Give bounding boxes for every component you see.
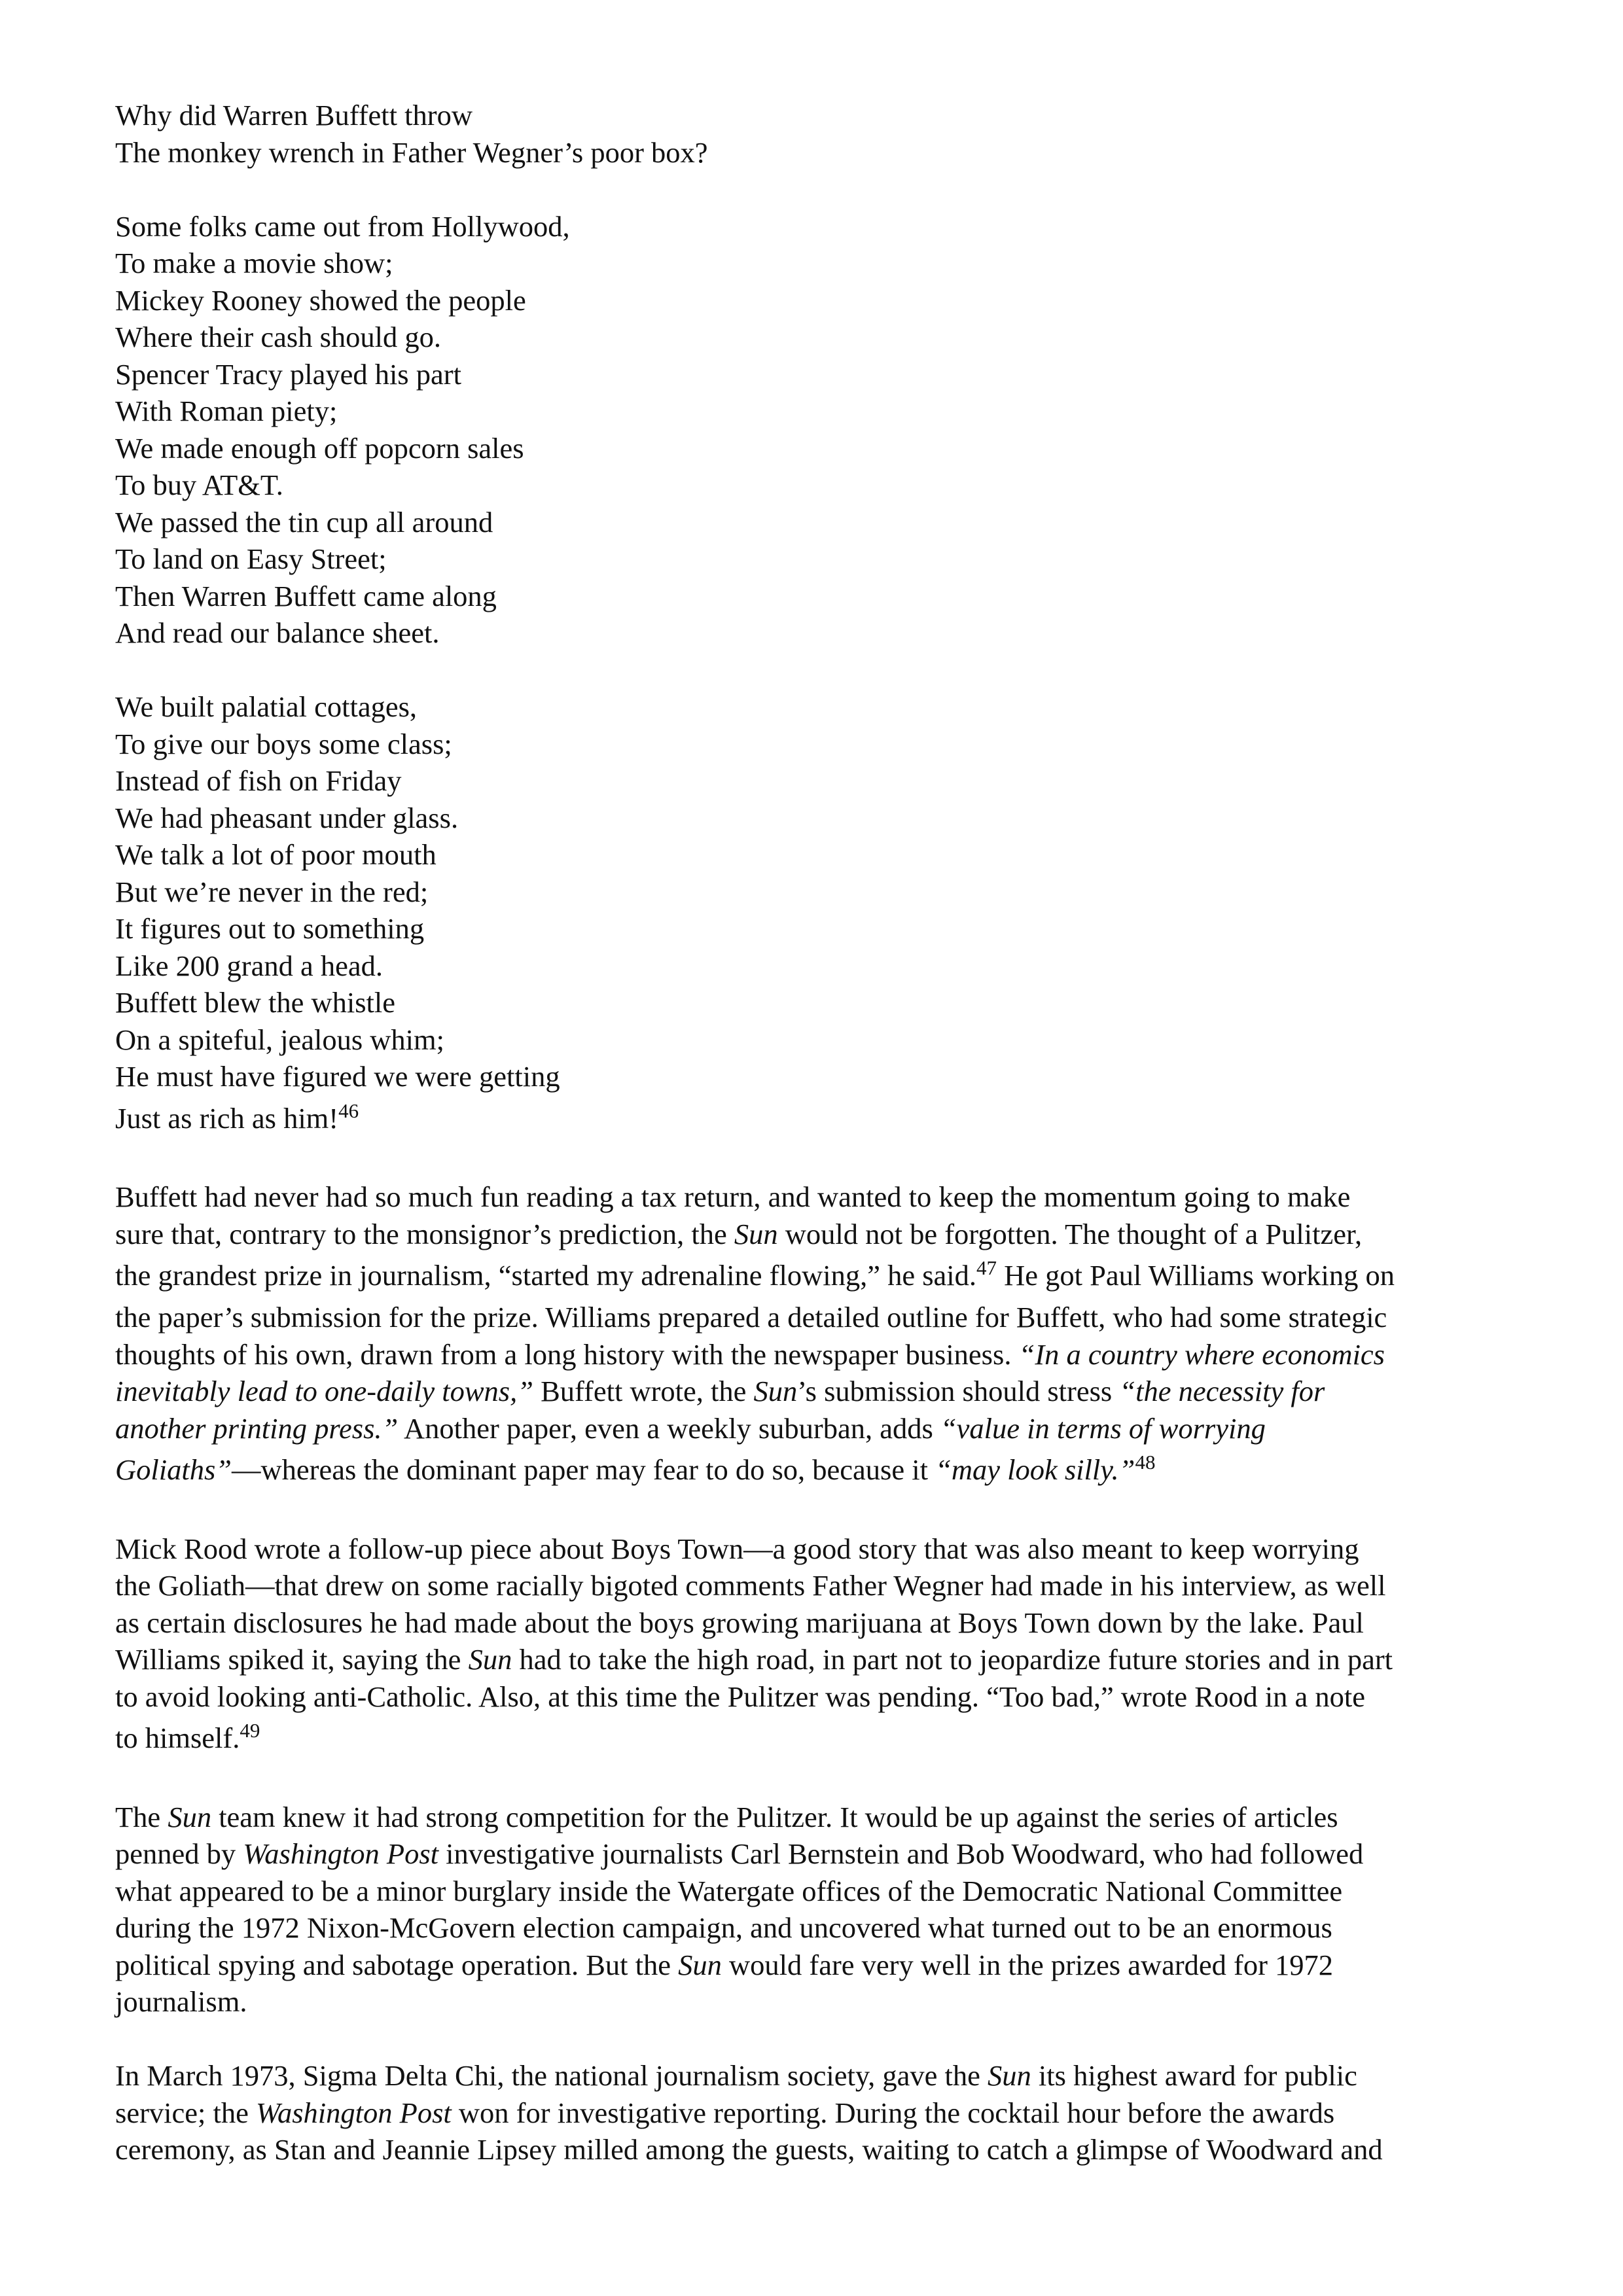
text-run: He got Paul Williams working on <box>997 1259 1395 1292</box>
poem-stanza-2 <box>115 208 1522 652</box>
italic-title: Sun <box>988 2059 1031 2092</box>
text-run: the grandest prize in journalism, “started my adrenaline flowing,” he said. <box>115 1259 977 1292</box>
poem-line: To give our boys some class; <box>115 727 452 760</box>
poem-line: We had pheasant under glass. <box>115 801 459 834</box>
text-run: thoughts of his own, drawn from a long history with the newspaper business. <box>115 1337 1019 1371</box>
text-run: team knew it had strong competition for the Pulitzer. It would be up against the series of articles <box>211 1800 1338 1833</box>
text-run: The <box>115 1800 168 1833</box>
poem-line: Some folks came out from Hollywood, <box>115 209 570 243</box>
italic-title: Sun <box>734 1217 778 1250</box>
poem-line: To buy AT&T. <box>115 468 283 501</box>
text-line: Buffett had never had so much fun reading a tax return, and wanted to keep the momentum going to make <box>115 1180 1351 1213</box>
poem-line: Where their cash should go. <box>115 321 441 353</box>
poem-line: He must have figured we were getting <box>115 1060 560 1093</box>
italic-quote: Goliaths” <box>115 1453 232 1486</box>
poem-line: The monkey wrench in Father Wegner’s poor box? <box>115 135 708 169</box>
italic-quote: “In a country where economics <box>1018 1337 1385 1371</box>
poem-last-line-text: Just as rich as him! <box>115 1101 339 1135</box>
text-run: political spying and sabotage operation. But the <box>115 1948 679 1981</box>
italic-title: Sun <box>168 1800 212 1833</box>
text-line: journalism. <box>115 1985 247 2018</box>
italic-title: Sun <box>753 1375 798 1407</box>
text-run: would not be forgotten. The thought of a Pulitzer, <box>777 1217 1363 1250</box>
text-run: to himself. <box>115 1722 240 1754</box>
body-paragraph-3 <box>115 1799 1522 2021</box>
italic-quote: “value in terms of worrying <box>940 1411 1266 1445</box>
text-line <box>115 1799 1522 1836</box>
poem-line: Then Warren Buffett came along <box>115 579 497 612</box>
poem-line: On a spiteful, jealous whim; <box>115 1023 445 1056</box>
poem-line: Buffett blew the whistle <box>115 986 396 1019</box>
italic-title: Washington Post <box>243 1837 439 1870</box>
text-run: Buffett wrote, the <box>533 1375 754 1407</box>
italic-quote: another printing press.” <box>115 1411 399 1445</box>
italic-title: Sun <box>678 1948 722 1981</box>
text-run: ’s submission should stress <box>797 1375 1120 1407</box>
text-line <box>115 1410 1522 1447</box>
footnote-ref-46[interactable]: 46 <box>338 1099 359 1122</box>
text-line: during the 1972 Nixon-McGovern election campaign, and uncovered what turned out to be an enormous <box>115 1911 1332 1944</box>
poem-line: It figures out to something <box>115 912 425 945</box>
text-line <box>115 1447 1522 1493</box>
italic-title: Sun <box>468 1643 512 1676</box>
text-run: had to take the high road, in part not to jeopardize future stories and in part <box>512 1643 1393 1676</box>
italic-title: Washington Post <box>255 2096 452 2129</box>
text-line: Mick Rood wrote a follow-up piece about Boys Town—a good story that was also meant to keep worrying <box>115 1532 1359 1565</box>
poem-line: We passed the tin cup all around <box>115 505 493 539</box>
text-line <box>115 2094 1522 2132</box>
italic-quote: “may look silly.” <box>935 1453 1135 1486</box>
text-line <box>115 1336 1522 1373</box>
poem-line: We built palatial cottages, <box>115 690 418 723</box>
poem-line: We talk a lot of poor mouth <box>115 838 437 871</box>
body-paragraph-2 <box>115 1530 1522 1762</box>
text-run: Another paper, even a weekly suburban, adds <box>398 1411 940 1445</box>
text-run: would fare very well in the prizes awarded for 1972 <box>721 1948 1334 1981</box>
poem-line: Instead of fish on Friday <box>115 764 402 797</box>
italic-quote: inevitably lead to one-daily towns,” <box>115 1375 533 1407</box>
footnote-ref-49[interactable]: 49 <box>240 1719 260 1742</box>
text-line: the Goliath—that drew on some racially bigoted comments Father Wegner had made in his interview, as well <box>115 1569 1386 1602</box>
text-line <box>115 2057 1522 2094</box>
poem-line <box>115 1095 1522 1142</box>
text-run: In March 1973, Sigma Delta Chi, the national journalism society, gave the <box>115 2059 988 2092</box>
text-line <box>115 1835 1522 1873</box>
text-line <box>115 1252 1522 1299</box>
body-paragraph-1 <box>115 1178 1522 1493</box>
footnote-ref-48[interactable]: 48 <box>1135 1451 1156 1474</box>
document-page <box>115 97 1522 2168</box>
text-run: won for investigative reporting. During the cocktail hour before the awards <box>451 2096 1335 2129</box>
text-line: as certain disclosures he had made about the boys growing marijuana at Boys Town down by the lake. Paul <box>115 1606 1364 1639</box>
poem-stanza-3 <box>115 688 1522 1142</box>
poem-line: To make a movie show; <box>115 247 393 279</box>
poem-line: Like 200 grand a head. <box>115 949 383 982</box>
text-line: what appeared to be a minor burglary inside the Watergate offices of the Democratic National Committee <box>115 1874 1343 1907</box>
poem-line: Why did Warren Buffett throw <box>115 99 473 132</box>
text-run: —whereas the dominant paper may fear to do so, because it <box>232 1453 936 1486</box>
poem-line: But we’re never in the red; <box>115 875 429 908</box>
text-line: the paper’s submission for the prize. Williams prepared a detailed outline for Buffett, who had some strategic <box>115 1301 1387 1333</box>
text-line <box>115 1216 1522 1253</box>
text-run: service; the <box>115 2096 256 2129</box>
poem-stanza-1 <box>115 97 1522 171</box>
footnote-ref-47[interactable]: 47 <box>976 1256 997 1279</box>
text-line <box>115 1715 1522 1761</box>
poem-line: We made enough off popcorn sales <box>115 431 524 465</box>
poem-line: To land on Easy Street; <box>115 542 387 575</box>
body-paragraph-4 <box>115 2057 1522 2168</box>
poem-line: Spencer Tracy played his part <box>115 357 461 391</box>
text-run: penned by <box>115 1837 243 1870</box>
italic-quote: “the necessity for <box>1119 1375 1325 1407</box>
text-line <box>115 1947 1522 1984</box>
text-run: investigative journalists Carl Bernstein and Bob Woodward, who had followed <box>438 1837 1364 1870</box>
text-line: ceremony, as Stan and Jeannie Lipsey milled among the guests, waiting to catch a glimpse of Woodward and <box>115 2133 1383 2166</box>
text-run: its highest award for public <box>1031 2059 1357 2092</box>
poem-line: Mickey Rooney showed the people <box>115 283 526 317</box>
text-line <box>115 1641 1522 1678</box>
poem-line: With Roman piety; <box>115 395 338 427</box>
text-line: to avoid looking anti-Catholic. Also, at this time the Pulitzer was pending. “Too bad,” wrote Rood in a note <box>115 1680 1366 1713</box>
text-run: Williams spiked it, saying the <box>115 1643 469 1676</box>
poem-line: And read our balance sheet. <box>115 616 440 649</box>
text-run: sure that, contrary to the monsignor’s prediction, the <box>115 1217 734 1250</box>
text-line <box>115 1373 1522 1410</box>
